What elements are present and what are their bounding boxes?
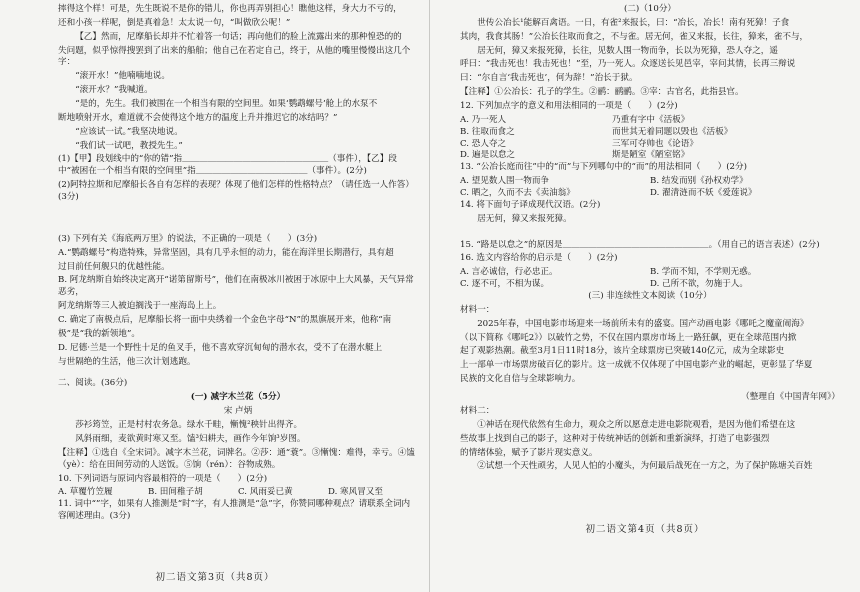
q12-pair	[460, 127, 840, 139]
question-16-stem: 16. 选文内容给你的启示是（ ）(2分)	[460, 253, 618, 264]
exam-page-4	[430, 0, 860, 592]
page-footer: 初二语文第4页（共8页）	[585, 523, 705, 535]
question-15: 15. “路是以怠之”的原因是＿＿＿＿＿＿＿＿＿＿＿＿＿＿＿＿＿。（用自己的语言表述）(2分)	[460, 239, 820, 250]
q12-pair	[460, 150, 840, 162]
q10-option-d: D. 寒风冒又至	[328, 487, 384, 498]
page-footer: 初二语文第3页（共8页）	[155, 571, 275, 583]
intro-line: “是的，先生。我们被围在一个相当有限的空间里。如果‘鹦鹉螺号’舱上的水泵不	[75, 99, 378, 110]
material-1-line: 民族的文化自信与全球影响力。	[460, 374, 581, 385]
poem-author: 宋 卢炳	[223, 406, 253, 417]
passage-line: 世传公冶长¹能解百禽语。一日，有雀²来报长，曰：“冶长，冶长！南有死獐！子食	[477, 17, 790, 28]
passage-line: 曰：“尔自言‘我击死也’，何为辞！”治长于狱。	[460, 73, 638, 84]
q12-left: B. 往取而食之	[460, 126, 515, 137]
intro-line: 【乙】然而，尼摩船长却并不忙着答一句话；再向他们的脸上流露出来的那种惶恐的的	[75, 31, 402, 42]
intro-line: 失问题，似乎惊得搜罢到了出来的船舶；他自己在若定自己，终于，从他的嘴里慢慢出这几个字：	[58, 45, 411, 68]
q3-option-line: D. 尼德·兰是一个野性十足的鱼叉手，他不喜欢穿沉甸甸的潜水衣，受不了在潜水艇上	[58, 342, 383, 353]
intro-line: “滚开水？”我喊道。	[75, 85, 153, 96]
q12-pair	[460, 115, 840, 127]
section-heading: (二)（10分）	[623, 4, 677, 14]
q10-option-c: C. 风雨妥已黄	[238, 487, 293, 498]
q13-option-c: C. 晒之，久而不去《卖油翁》	[460, 188, 575, 199]
q10-options	[58, 487, 418, 499]
q13-option-d: D. 濯清涟而不妖《爱莲说》	[650, 188, 757, 199]
q16-option-b: B. 学而不知，不学则无惑。	[650, 267, 757, 278]
q3-option-line: C. 确定了南极点后，尼摩船长将一面中央绣着一个金色字母“N”的黑旗展开来，他称“南	[58, 315, 392, 326]
q13-option-a: A. 望见数人围一物而争	[460, 176, 550, 187]
q3-option-line: 极”是“我的新领地”。	[58, 328, 140, 339]
question-10-stem: 10. 下列词语与原词内容最相符的一项是（ ）(2分)	[58, 473, 268, 484]
section-3-title: (三) 非连续性文本阅读（10分）	[588, 291, 712, 302]
q12-right: 而世其无着同题以毁也《活板》	[612, 126, 733, 137]
q16-options	[460, 267, 840, 291]
q16-option-d: D. 己所不欲，勿施于人。	[650, 279, 748, 290]
q12-left: A. 乃一死人	[460, 114, 507, 125]
intro-line: 断地喷射开水，难道就不会使得这个地方的温度上升并推迟它的冰结吗？”	[58, 112, 338, 123]
material-2-line: 些故事上找到自己的影子，这种对于传统神话的创新和重新演绎，打造了电影强烈	[460, 433, 770, 444]
material-1-line: 2025年春，中国电影市场迎来一场前所未有的盛宴。国产动画电影《哪吒之魔童闹海》	[477, 318, 809, 329]
intro-line: 还和小孩一样呢，倒是真着急！太太说一句，“叫做欣公呢！”	[58, 17, 291, 28]
q14-sentence: 居无何，獐又来报死獐。	[477, 213, 572, 224]
q3-option-line: A.“鹦鹉螺号”构造特殊，异常坚固，具有几乎永恒的动力，能在海洋里长期潜行，具有超	[58, 247, 394, 258]
q13-option-b: B. 结发而别《孙权劝学》	[650, 176, 748, 187]
intro-line: “应该试一试。”我坚决地说。	[75, 126, 183, 137]
material-2-line: ②试想一个天性顽劣，人见人怕的小魔头，为何最后战死在一方之，为了保护陈塘关百姓	[477, 461, 813, 472]
intro-line: 摔得这个样！可是，先生既说不是你的错儿，你也再弄别担心！瞧他这样，身大力不亏的，	[58, 4, 402, 14]
material-2-line: 的情绪体验，赋予了影片现实意义。	[460, 447, 598, 458]
q12-right: 斯是陋室《陋室铭》	[612, 150, 690, 161]
q10-option-b: B. 田间稚子胡	[148, 487, 203, 498]
poem-heading: (一) 减字木兰花（5分）	[190, 392, 286, 403]
material-1-line: 上一部单一市场票房破百亿的影片。这一成就不仅体现了中国电影产业的崛起，更彰显了华夏	[460, 360, 813, 371]
q12-pair	[460, 139, 840, 151]
material-1-source: （整理自《中国青年网》）	[741, 392, 840, 403]
intro-line: “我们试一试吧，教授先生。”	[75, 140, 183, 151]
question-12-stem: 12. 下列加点字的意义和用法相同的一项是（ ）(2分)	[460, 101, 678, 112]
passage-note: 【注释】①公冶长：孔子的学生。②鹂：鹂鹂。③宰：古官名，此指县官。	[460, 87, 744, 98]
q16-option-a: A. 言必诚信，行必忠正。	[460, 267, 558, 278]
q12-right: 乃重有字中《活板》	[612, 114, 690, 125]
q3-option-line: 过目前任何舰只的优越性能。	[58, 261, 170, 272]
material-1-line: 起了观影热潮。截至3月1日11时18分，该片全球票房已突破140亿元，成为全球影史	[460, 346, 785, 357]
question-13-stem: 13. “公冶长庭而往”中的“而”与下列哪句中的“而”的用法相同（ ）(2分)	[460, 162, 747, 173]
intro-line: “滚开水！”他喃喃地说。	[75, 71, 170, 82]
question-11: 11. 词中“”字，如果有人推测是“时”字，有人推测是“急”字，你赞同哪种观点？请联系全词内容阐述理由。(3分)	[58, 499, 411, 522]
question-3-stem: (3) 下列有关《海底两万里》的说法，不正确的一项是（ ）(3分)	[58, 233, 318, 244]
material-1-label: 材料一：	[460, 304, 495, 315]
q3-option-line: 阿龙纳斯等三人被迫搁浅于一座海岛上上。	[58, 301, 222, 312]
passage-line: 呼曰：“我击死也！我击死也！”至，乃一死人。众逐送长见邑宰，宰问其情，长再三辩说	[460, 59, 796, 70]
section-2-title: 二、阅读。(36分)	[58, 378, 128, 389]
question-2: (2)阿特拉斯和尼摩船长各自有怎样的表现？体现了他们怎样的性格特点？（请任选一人作答）(3分)	[58, 180, 414, 203]
poem-line: 莎衫筠笠，正是村村农务急。绿水千畦，慚愧²秧针出得齐。	[75, 420, 303, 431]
poem-line: 风斜雨细，麦欲黄时寒又至。馌³妇耕夫，画作今年饷³岁图。	[75, 433, 306, 444]
material-1-line: （以下简称《哪吒2》）以破竹之势，不仅在国内票房市场上一路狂飙，更在全球范围内掀	[460, 332, 797, 343]
q12-right: 三军可夺帅也《论语》	[612, 138, 698, 149]
q3-option-line: B. 阿龙纳斯自始终决定离开“诺第留斯号”，他们在南极冰川被困于冰原中上大风暴，天气异常恶劣，	[58, 275, 414, 298]
q3-option-line: 与世隔绝的生活，他三次计划逃跑。	[58, 356, 196, 367]
passage-line: 居无何，獐又来报死獐，长往，见数人围一物而争，长以为死獐，恐人夺之，遥	[477, 45, 778, 56]
material-2-label: 材料二：	[460, 405, 495, 416]
material-2-line: ①神话在现代依然有生命力，观众之所以愿意走进电影院观看，是因为他们希望在这	[477, 419, 796, 430]
q10-option-a: A. 草覆竹笠履	[58, 487, 113, 498]
q16-option-c: C. 逐不可，不相为谋。	[460, 279, 550, 290]
question-14-stem: 14. 将下面句子译成现代汉语。(2分)	[460, 199, 601, 210]
passage-line: 其肉，我食其肠！”公冶长往取而食之，不与雀。居无何，雀又来报，长往，獐来，雀不与，	[460, 31, 809, 42]
q12-left: C. 恐人夺之	[460, 138, 507, 149]
question-1: (1)【甲】段划线中的“你的错”指＿＿＿＿＿＿＿＿＿＿＿＿＿＿＿＿＿（事件），【乙】段中“被困在一个相当有限的空间里”指＿＿＿＿＿＿＿＿＿＿＿＿＿（事件）。(2分)	[58, 154, 397, 177]
q12-left: D. 遍是以怠之	[460, 150, 516, 161]
q13-options	[460, 176, 840, 200]
poem-note: 【注释】①选自《全宋词》。减字木兰花，词牌名。②莎：通“蓑”。③慚愧：难得，幸亏。④馌（yè）：给在田间劳动的人送饭。⑤饷（rén）：谷物成熟。	[58, 447, 415, 470]
